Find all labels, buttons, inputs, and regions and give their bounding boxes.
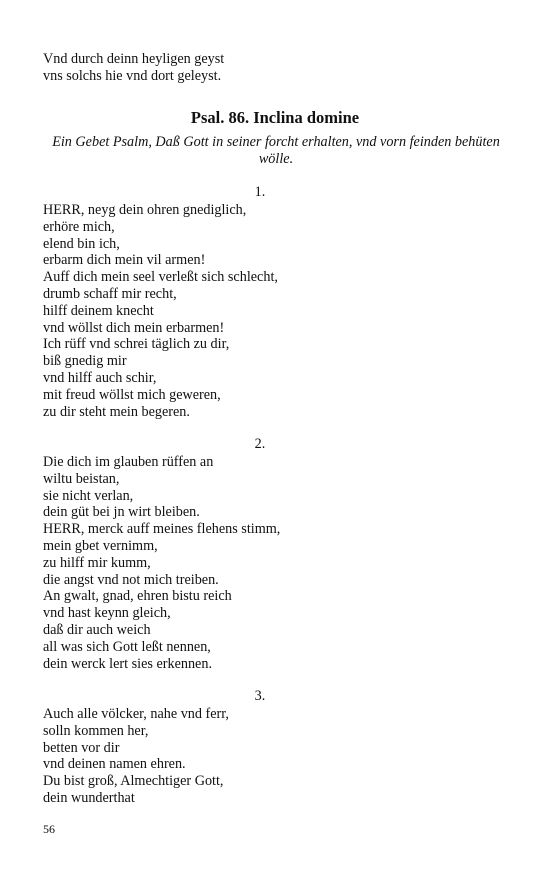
verse-line: betten vor dir — [43, 739, 120, 756]
verse-line: hilff deinem knecht — [43, 302, 154, 319]
verse-line: dein wunderthat — [43, 789, 135, 806]
verse-line: vnd hast keynn gleich, — [43, 605, 171, 622]
verse-line: Auch alle völcker, nahe vnd ferr, — [43, 706, 229, 722]
verse-line: HERR, neyg dein ohren gnediglich, — [43, 202, 247, 218]
verse-line: erbarm dich mein vil armen! — [43, 252, 206, 269]
verse-line: wiltu beistan, — [43, 470, 120, 487]
verse-line: drumb schaff mir recht, — [43, 285, 177, 302]
verse-line: zu hilff mir kumm, — [43, 554, 151, 571]
verse-line: solln kommen her, — [43, 722, 149, 739]
verse-line: zu dir steht mein begeren. — [43, 403, 190, 420]
verse-line: Ich rüff vnd schrei täglich zu dir, — [43, 336, 230, 353]
verse-line: dein güt bei jn wirt bleiben. — [43, 504, 200, 521]
psalm-subtitle: Ein Gebet Psalm, Daß Gott in seiner forcht erhalten, vnd vorn feinden behüten wölle. — [52, 134, 500, 167]
stanza-2 — [43, 454, 280, 672]
verse-line: biß gnedig mir — [43, 353, 127, 370]
verse-line: vns solchs hie vnd dort geleyst. — [43, 67, 222, 84]
stanza-number: 3. — [254, 688, 266, 704]
verse-line: erhöre mich, — [43, 218, 115, 235]
verse-line: all was sich Gott leßt nennen, — [43, 638, 211, 655]
stanza-number: 2. — [254, 436, 266, 452]
verse-line: mit freud wöllst mich geweren, — [43, 386, 221, 403]
verse-line: mein gbet vernimm, — [43, 537, 158, 554]
verse-line: vnd hilff auch schir, — [43, 369, 157, 386]
psalm-title: Psal. 86. Inclina domine — [190, 108, 360, 127]
stanza-1 — [43, 202, 278, 420]
verse-line: elend bin ich, — [43, 235, 120, 252]
stanza-number: 1. — [254, 184, 266, 200]
verse-line: vnd deinen namen ehren. — [43, 756, 186, 773]
verse-line: HERR, merck auff meines flehens stimm, — [43, 521, 281, 538]
verse-line: Vnd durch deinn heyligen geyst — [43, 51, 225, 67]
verse-line: sie nicht verlan, — [43, 487, 134, 504]
verse-line: Die dich im glauben rüffen an — [43, 454, 214, 470]
verse-line: dein werck lert sies erkennen. — [43, 655, 212, 672]
verse-line: Auff dich mein seel verleßt sich schlecht, — [43, 269, 278, 286]
verse-line: daß dir auch weich — [43, 621, 151, 638]
page-number: 56 — [43, 822, 55, 836]
verse-line: An gwalt, gnad, ehren bistu reich — [43, 588, 232, 605]
verse-line: Du bist groß, Almechtiger Gott, — [43, 773, 224, 790]
stanza-3 — [43, 706, 229, 807]
verse-line: die angst vnd not mich treiben. — [43, 571, 219, 588]
intro-verse — [43, 51, 224, 85]
verse-line: vnd wöllst dich mein erbarmen! — [43, 319, 225, 336]
